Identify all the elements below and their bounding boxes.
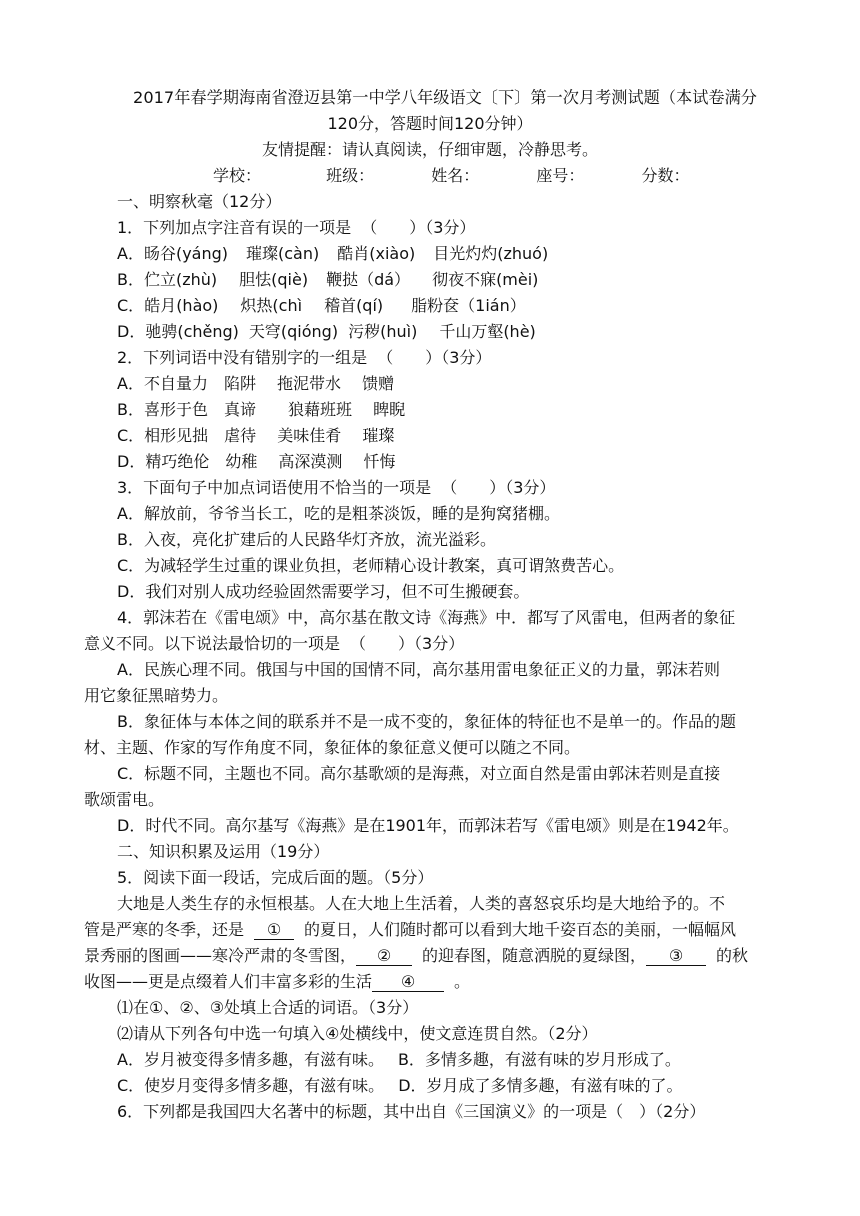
q4-option-c-line2: 歌颂雷电。 [84, 790, 165, 809]
option-letter: D． [117, 322, 146, 341]
q3-stem [0, 475, 860, 501]
q5-stem: 5．阅读下面一段话，完成后面的题。（5分） [117, 868, 434, 887]
q5-option-a: A．岁月被变得多情多趣，有滋有味。 [117, 1050, 384, 1069]
q3-stem-text: 3．下面句子中加点词语使用不恰当的一项是 [117, 478, 432, 497]
paragraph-text: 的迎春图，随意洒脱的夏绿图， [422, 946, 647, 965]
option-word: 鞭挞（dá） [326, 270, 411, 289]
option-word: 皓月(hào) [144, 296, 219, 315]
q4-option-d: D．时代不同。高尔基写《海燕》是在1901年，而郭沫若写《雷电颂》则是在1942年。 [117, 816, 739, 835]
option-word: 稽首(qí) [324, 296, 384, 315]
q5-paragraph-line4 [0, 969, 860, 995]
option-letter: A． [117, 244, 144, 263]
section2-heading: 二、知识积累及运用（19分） [117, 842, 330, 861]
option-word: 污秽(huì) [348, 322, 418, 341]
q2-option-d: D．精巧绝伦 幼稚 高深漠测 忏悔 [117, 452, 396, 471]
q2-option-b: B．喜形于色 真谛 狼藉班班 睥睨 [117, 400, 406, 419]
q2-option-a: A．不自量力 陷阱 拖泥带水 馈赠 [117, 374, 395, 393]
name-label: 姓名： [431, 166, 480, 185]
score-label: 分数： [641, 166, 690, 185]
blank-1: ① [254, 921, 294, 940]
option-word: 酷肖(xiào) [337, 244, 416, 263]
q1-option-d [0, 319, 860, 345]
option-letter: B． [117, 270, 144, 289]
q5-paragraph-line2 [0, 917, 860, 943]
q4-stem-line1: 4．郭沫若在《雷电颂》中，高尔基在散文诗《海燕》中．都写了风雷电，但两者的象征 [117, 608, 736, 627]
blank-3: ③ [646, 947, 706, 966]
class-label: 班级： [326, 166, 375, 185]
q4-option-a-line2: 用它象征黑暗势力。 [84, 686, 229, 705]
blank-2: ② [356, 947, 412, 966]
student-info-row [0, 163, 860, 189]
option-word: 璀璨(càn) [246, 244, 320, 263]
q4-stem-line2 [0, 631, 860, 657]
paragraph-text: 的夏日，人们随时都可以看到大地千姿百态的美丽，一幅幅风 [304, 920, 737, 939]
q2-option-c: C．相形见拙 虐待 美味佳肴 璀璨 [117, 426, 395, 445]
q1-stem [0, 215, 860, 241]
option-word: 旸谷(yáng) [143, 244, 229, 263]
q5-options-ab [0, 1047, 860, 1073]
option-word: 驰骋(chěng) [145, 322, 239, 341]
q5-paragraph-line3 [0, 943, 860, 969]
q1-option-a [0, 241, 860, 267]
option-word: 彻夜不寐(mèi) [432, 270, 539, 289]
q5-option-b: B．多情多趣，有滋有味的岁月形成了。 [397, 1050, 681, 1069]
blank-4: ④ [372, 973, 444, 992]
q3-answer-paren: （ ） [441, 478, 506, 497]
paragraph-text: 。 [454, 972, 471, 991]
q4-points: （3分） [414, 634, 465, 653]
q4-option-a-line1: A．民族心理不同。俄国与中国的国情不同，高尔基用雷电象征正义的力量，郭沫若则 [117, 660, 720, 679]
q2-stem-text: 2．下列词语中没有错别字的一组是 [117, 348, 368, 367]
q5-option-c: C．使岁月变得多情多趣，有滋有味。 [117, 1076, 385, 1095]
q2-answer-paren: （ ） [377, 348, 442, 367]
paragraph-text: 管是严寒的冬季，还是 [84, 920, 245, 939]
school-label: 学校： [213, 166, 262, 185]
q3-option-b: B．入夜，亮化扩建后的人民路华灯齐放，流光溢彩。 [117, 530, 496, 549]
section1-heading: 一、明察秋毫（12分） [117, 192, 282, 211]
q4-option-b-line2: 材、主题、作家的写作角度不同，象征体的象征意义便可以随之不同。 [84, 738, 581, 757]
q5-option-d: D．岁月成了多情多趣，有滋有味的了。 [398, 1076, 683, 1095]
paragraph-text: 的秋 [716, 946, 749, 965]
q3-option-c: C．为减轻学生过重的课业负担，老师精心设计教案，真可谓煞费苦心。 [117, 556, 625, 575]
q4-option-c-line1: C．标题不同，主题也不同。高尔基歌颂的是海燕，对立面自然是雷由郭沫若则是直接 [117, 764, 721, 783]
q1-answer-paren: （ ） [361, 218, 426, 237]
exam-title-line2: 120分，答题时间120分钟） [327, 114, 533, 133]
q3-option-d: D．我们对别人成功经验固然需要学习，但不可生搬硬套。 [117, 582, 530, 601]
q1-option-c [0, 293, 860, 319]
option-word: 千山万壑(hè) [439, 322, 536, 341]
option-word: 目光灼灼(zhuó) [433, 244, 549, 263]
q2-points: （3分） [441, 348, 492, 367]
option-word: 伫立(zhù) [143, 270, 218, 289]
seat-label: 座号： [536, 166, 585, 185]
option-letter: C． [117, 296, 145, 315]
option-word: 天穹(qióng) [248, 322, 339, 341]
q2-stem [0, 345, 860, 371]
friendly-reminder: 友情提醒：请认真阅读，仔细审题，冷静思考。 [261, 140, 598, 159]
option-word: 胆怯(qiè) [239, 270, 309, 289]
q6-stem: 6．下列都是我国四大名著中的标题，其中出自《三国演义》的一项是（ ）（2分） [117, 1102, 706, 1121]
q3-points: （3分） [505, 478, 556, 497]
q1-points: （3分） [425, 218, 476, 237]
paragraph-text: 景秀丽的图画——寒冷严肃的冬雪图， [84, 946, 357, 965]
q5-paragraph-line1: 大地是人类生存的永恒根基。人在大地上生活着，人类的喜怒哀乐均是大地给予的。不 [117, 894, 726, 913]
q5-subquestion-2: ⑵请从下列各句中选一句填入④处横线中，使文意连贯自然。（2分） [117, 1024, 598, 1043]
option-word: 脂粉奁（1ián） [411, 296, 526, 315]
q1-stem-text: 1．下列加点字注音有误的一项是 [117, 218, 352, 237]
q4-stem-text: 意义不同。以下说法最恰切的一项是 [84, 634, 341, 653]
q3-option-a: A．解放前，爷爷当长工，吃的是粗茶淡饭，睡的是狗窝猪棚。 [117, 504, 560, 523]
option-word: 炽热(chì [240, 296, 303, 315]
paragraph-text: 收图——更是点缀着人们丰富多彩的生活 [84, 972, 373, 991]
q5-subquestion-1: ⑴在①、②、③处填上合适的词语。（3分） [117, 998, 419, 1017]
q4-option-b-line1: B．象征体与本体之间的联系并不是一成不变的，象征体的特征也不是单一的。作品的题 [117, 712, 736, 731]
q4-answer-paren: （ ） [350, 634, 415, 653]
q5-options-cd [0, 1073, 860, 1099]
q1-option-b [0, 267, 860, 293]
exam-title-line1: 2017年春学期海南省澄迈县第一中学八年级语文〔下〕第一次月考测试题（本试卷满分 [133, 88, 757, 107]
